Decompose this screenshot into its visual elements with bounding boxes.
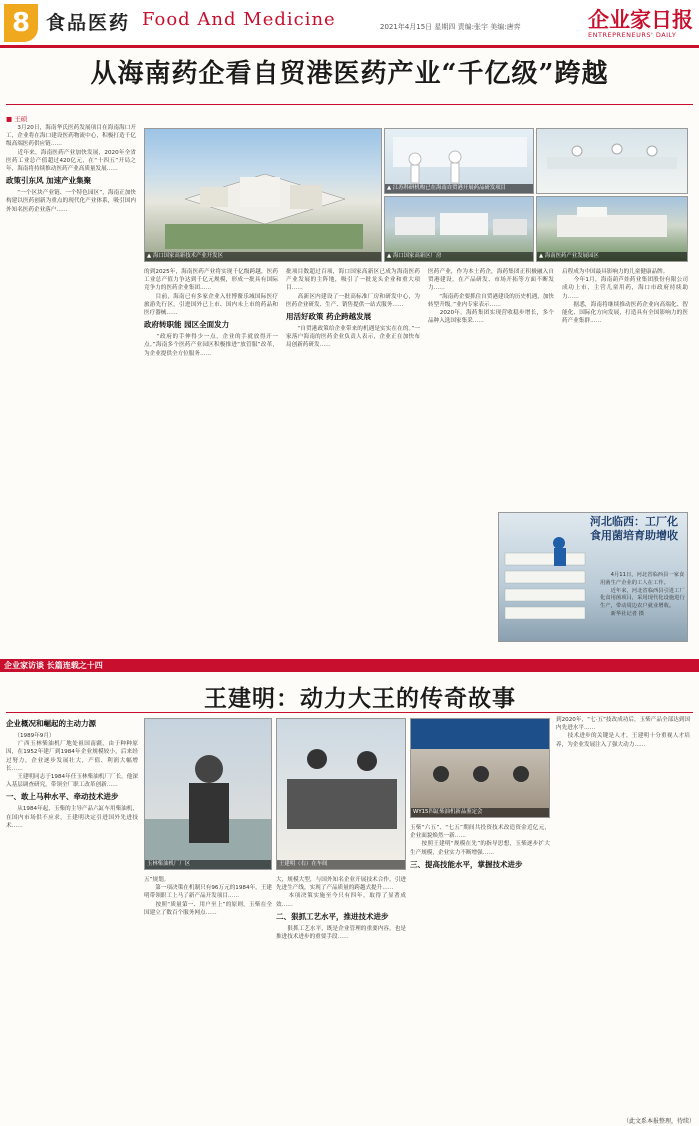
article1-col3-text: 批项目数超过百项，海口国家高新区已成为海南医药产业发展的主阵地，吸引了一批龙头企业和重大项目…… 高新区内建设了一批高标准厂房和研发中心，为医药企业研发、生产、销售提供一站式服务…… [286,269,420,308]
article2-col4-text: 玉柴“六五”、“七五”期间共投资技术改造资金近亿元，企业面貌焕然一新…… 按照王建明“规模在先”的指导思想，玉柴逐步扩大生产规模，企业实力不断增强…… [410,825,550,856]
article1-subhead-2: 政府转职能 园区全面发力 [144,320,230,330]
article2-column-2 [144,876,272,1116]
photo-caption: ▲ 海南医药产业发展园区 [537,252,687,261]
section-title-cn: 食品医药 [46,12,131,34]
article1-subhead-1: 政策引东风 加速产业集聚 [6,176,92,186]
article2-subhead-3: 三、提高技能水平，掌握技术进步 [410,859,523,869]
photo-lab-workers [384,128,534,194]
photo-caption: ▲ 海口国家高新区厂房 [385,252,533,261]
sidebar-headline: 河北临西：工厂化食用菌培育助增收 [590,515,678,542]
article2-column-5 [556,716,690,1112]
article1-col2b-text: “政府的手伸得少一点，企业的手就放得开一点。”海南多个医药产业园区积极推进“放管服”改革，为企业提供全方位服务…… [144,334,278,357]
photo-caption: 王建明（右）在车间 [277,860,405,869]
article2-subhead-2: 二、狠抓工艺水平，推进技术进步 [276,911,389,921]
article1-col1b-text: “一个区块产业链、一个特色园区”，海南正加快构建以医药创新为重点的现代化产业体系，吸引国内外知名医药企业落户…… [6,190,136,213]
photo-hightech-zone [144,128,382,262]
article1-column-3 [286,268,420,650]
article2-column-4 [410,824,550,1116]
page-header [0,0,699,48]
buildings-illustration [145,129,382,262]
photo-caption: 玉林柴油机厂厂区 [145,860,271,869]
issue-date: 2021年4月15日 星期四 责编:张宇 美编:唐弈 [380,23,521,31]
photo-lab-interior [536,128,688,194]
newspaper-logo: 企业家日报 [588,8,693,32]
article2-subhead-1: 一、敢上马种水平、牵动技术进步 [6,792,119,802]
photo-pharma-park [536,196,688,262]
article2-col3b-text: 狠抓工艺水平，既是企业管理的重要内容，也是推进技术进步的重要手段…… [276,925,406,941]
article1-column-2 [144,268,278,650]
newspaper-logo-en: ENTREPRENEURS' DAILY [588,31,677,39]
article1-col3b-text: “自贸港政策给企业带来的机遇是实实在在的。”一家落户海南的医药企业负责人表示，企业正在加快布局创新药研发…… [286,326,420,349]
article-byline: ■ 王硕 [6,115,28,123]
article1-subhead-3: 用活好政策 药企跨越发展 [286,312,372,322]
headline-divider [6,104,693,105]
sidebar-caption: 4月11日，河北省临西县一家食用菌生产企业的工人在工作。 近年来，河北省临西县引进工厂化食用菌项目，采用现代化设施进行生产，带动周边农户就业增收。 新华社记者 摄 [600,572,685,617]
page-number: 8 [4,4,38,42]
section-title-en: Food And Medicine [142,9,336,30]
article2-column-1 [6,716,138,1116]
photo-workshop [276,718,406,870]
main-headline: 从海南药企看自贸港医药产业“千亿级”跨越 [90,59,609,89]
photo-caption: WY15四缸柴油机新品鉴定会 [411,808,549,817]
workshop-illustration [277,719,406,870]
photo-wang-jianming [144,718,272,870]
article2-col1b-text: 从1984年起，玉柴的主导产品六缸车用柴油机，在国内市场供不应求，王建明决定引进国外先进技术…… [6,806,138,829]
article2-col5-text: 到2020年，“七·五”技改成功后，玉柴产品全部达到国内先进水平…… 技术进步的关键是人才，王建明十分重视人才培养，为企业发展注入了强大动力…… [556,717,690,748]
article2-col3-text: 大，规模大型，与国外知名企业开展技术合作，引进先进生产线，实现了产品质量的跨越式提升…… 本项决策实施至今只有四年，取得了显著成效…… [276,877,406,908]
serial-label: 企业家访谈 长篇连载之十四 [4,661,103,670]
second-headline-divider [6,712,693,713]
lab-interior-illustration [537,129,688,194]
section-band [0,659,699,672]
second-headline: 王建明：动力大王的传奇故事 [204,685,516,712]
photo-factory-aerial [384,196,534,262]
article1-col4-text: 医药产业，作为本土药企，海药集团正积极融入自贸港建设，在产品研发、市场开拓等方面不断发力…… “海南药企要抓住自贸港建设的历史机遇，加快转型升级。”业内专家表示…… 2020年，海药集团实现营收稳步增长，多个品种入选国家集采…… [428,269,554,325]
article1-col2-text: 的到2025年，海南医药产业将实现千亿级跨越，医药工业总产值力争达到千亿元规模，形成一批具有国际竞争力的医药企业集团…… 目前，海南已有多家企业入驻博鳌乐城国际医疗旅游先行区，引进国外已上市、国内未上市的药品和医疗器械…… [144,269,278,317]
article-footer-note: （此文系本报整理，待续） [622,1118,695,1125]
photo-caption: ▲ 江苏科研机构已在海南自贸港开展药品研发项目 [385,184,533,193]
article2-column-3 [276,876,406,1116]
article1-col1-text: 3月20日，海南华氏医药发展项目在海南海口开工，企业将在海口建设医药物流中心，积极打造千亿级高端医药供应链…… 近年来，海南医药产业加快发展，2020年全省医药工业总产值超过420亿元，在“十四五”开局之年，海南将持续推动医药产业高质量发展…… [6,125,136,173]
article1-column-4 [428,268,554,508]
photo-caption: ▲ 海口国家高新技术产业开发区 [145,252,381,261]
article2-col1-text: （1989年9月） 广西玉林柴油机厂地处祖国南疆，由于种种原因，在1952年建厂到1984年企业规模较小，后来经过努力，企业逐步发展壮大，产值、利润大幅增长…… 王建明同志于1984年任玉林柴油机厂厂长，他深入基层调查研究，带领全厂职工改革创新…… [6,733,138,789]
article2-byline: 企业概况和崛起的主动力源 [6,719,96,728]
meeting-illustration [411,719,550,818]
photo-meeting [410,718,550,818]
article1-column-5 [562,268,688,508]
article2-col2-text: 五”规划。 第一项决策在机制只有96万元的1984年，王建明带领职工上马了新产品开发项目…… 按照“质量第一、用户至上”的原则，玉柴在全国建立了数百个服务网点…… [144,877,272,916]
article1-col5-text: 启程成为中国最具影响力的儿童健康品牌。 今年1月，海南葫芦娃药业集团股份有限公司成功上市，主营儿童用药，海口市政府持续助力…… 据悉，海南将继续推动医药企业向高端化、智能化、国际化方向发展，打造具有全国影响力的医药产业集群…… [562,269,688,325]
article1-column-1 [6,124,136,650]
portrait-illustration [145,719,272,870]
